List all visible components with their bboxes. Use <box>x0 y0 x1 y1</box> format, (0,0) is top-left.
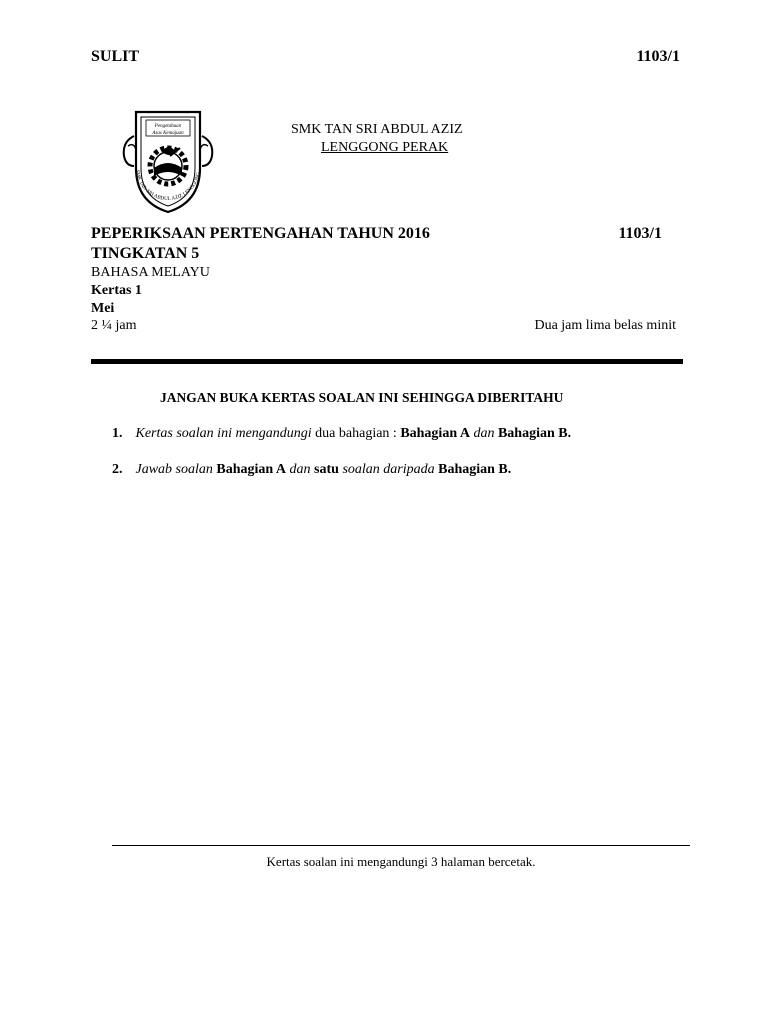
instruction-text: satu <box>314 462 339 477</box>
exam-paper: Kertas 1 <box>91 283 142 298</box>
logo-motto-1: Pengetahuan <box>154 124 182 129</box>
exam-code: 1103/1 <box>618 225 662 242</box>
instruction-text: dan <box>286 462 315 477</box>
school-name: SMK TAN SRI ABDUL AZIZ <box>291 122 463 137</box>
school-crest-icon <box>112 106 224 218</box>
exam-subject: BAHASA MELAYU <box>91 265 210 280</box>
footer-note: Kertas soalan ini mengandungi 3 halaman bercetak. <box>266 854 536 869</box>
exam-month: Mei <box>91 301 115 316</box>
logo-ring-text: SMK TAN SRI ABDUL AZIZ LENGGONG <box>134 169 202 203</box>
instruction-item-1 <box>112 426 571 442</box>
instruction-text: Bahagian B. <box>438 462 512 477</box>
footer-divider <box>112 845 690 846</box>
instruction-text: Jawab soalan <box>135 462 217 477</box>
exam-duration-short: 2 ¼ jam <box>91 318 137 333</box>
instruction-number: 2. <box>112 462 123 477</box>
instruction-text: Bahagian A <box>400 426 470 441</box>
instruction-text: Bahagian B. <box>497 426 572 441</box>
header-label: SULIT <box>91 48 140 65</box>
school-location: LENGGONG PERAK <box>321 140 449 155</box>
instruction-text: Kertas soalan ini mengandungi <box>135 426 312 441</box>
instruction-text: soalan daripada <box>338 462 439 477</box>
instruction-number: 1. <box>112 426 123 441</box>
thick-divider <box>91 359 683 364</box>
instruction-item-2 <box>112 462 511 478</box>
instruction-text: dua bahagian : <box>311 426 401 441</box>
instructions-heading: JANGAN BUKA KERTAS SOALAN INI SEHINGGA DIBERITAHU <box>160 390 564 405</box>
header-paper-code: 1103/1 <box>636 48 680 65</box>
logo-motto-2: Asas Kemajuan <box>152 131 184 136</box>
exam-form: TINGKATAN 5 <box>91 245 200 262</box>
exam-duration-long: Dua jam lima belas minit <box>534 318 676 333</box>
exam-title: PEPERIKSAAN PERTENGAHAN TAHUN 2016 <box>91 225 430 242</box>
instruction-text: Bahagian A <box>216 462 287 477</box>
instruction-text: dan <box>469 426 498 441</box>
